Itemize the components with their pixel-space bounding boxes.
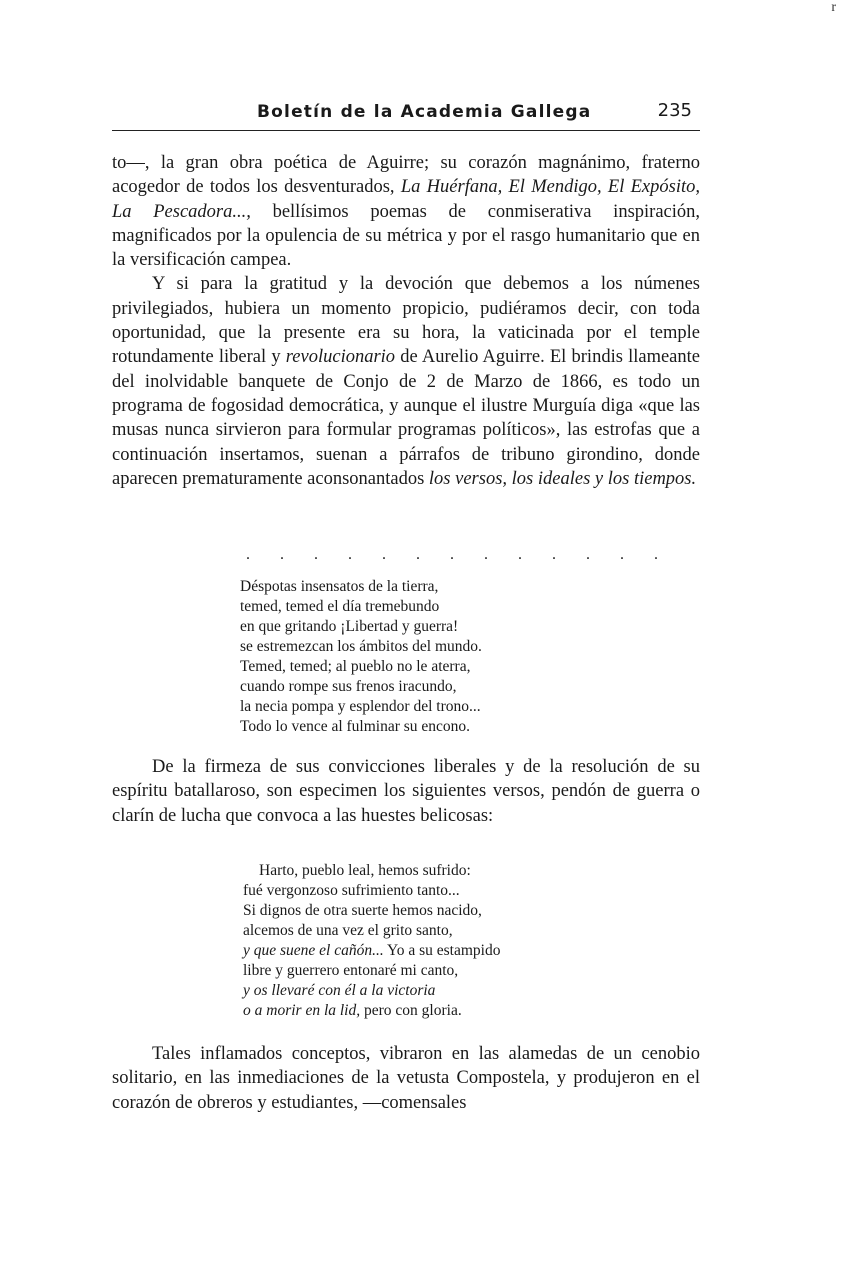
page-number: 235 bbox=[657, 100, 692, 121]
paragraph-2-italic-closing: los versos, los ideales y los tiempos. bbox=[428, 468, 697, 489]
paragraph-1: to—, la gran obra poética de Aguirre; su corazón magnánimo, fraterno acogedor de todos los desventurados, La Huérfana, El Mendigo, El Expósito, La Pescadora..., bellísimos poemas de conmiserativa inspiración, magnificados por la opulencia de su métrica y por el rasgo humanitario que en la versificación campea. bbox=[112, 153, 701, 271]
poem-1-line: Temed, temed; al pueblo no le aterra, bbox=[240, 658, 471, 675]
poem-1-line: la necia pompa y esplendor del trono... bbox=[240, 698, 481, 715]
body-text-middle bbox=[112, 755, 700, 828]
poem-1-line: temed, temed el día tremebundo bbox=[240, 598, 440, 615]
corner-mark: r bbox=[831, 0, 836, 15]
poem-1-line: en que gritando ¡Libertad y guerra! bbox=[240, 618, 459, 635]
journal-title: Boletín de la Academia Gallega bbox=[257, 102, 592, 122]
poem-1-line: Todo lo vence al fulminar su encono. bbox=[240, 718, 471, 735]
paragraph-3: De la firmeza de sus convicciones liberales y de la resolución de su espíritu batallaroso, son especimen los siguientes versos, pendón de guerra o clarín de lucha que convoca a las huestes belicosas: bbox=[112, 757, 700, 826]
running-header bbox=[112, 96, 700, 131]
body-text-top bbox=[112, 151, 700, 491]
poem-2 bbox=[243, 861, 500, 1021]
poem-1-line: cuando rompe sus frenos iracundo, bbox=[240, 678, 457, 695]
paragraph-2-italic-word: revolucionario bbox=[285, 347, 396, 368]
poem-2-line: Si dignos de otra suerte hemos nacido, bbox=[243, 902, 482, 919]
paragraph-4: Tales inflamados conceptos, vibraron en las alamedas de un cenobio solitario, en las inmediaciones de la vetusta Compostela, y produjeron en el corazón de obreros y estudiantes, —comensales bbox=[112, 1044, 700, 1113]
paragraph-2: Y si para la gratitud y la devoción que debemos a los númenes privilegiados, hubiera un momento propicio, pudiéramos decir, con toda oportunidad, que la presente era su hora, la vaticinada por el temple rotundamente liberal y revolucionario de Aurelio Aguirre. El brindis llameante del inolvidable banquete de Conjo de 2 de Marzo de 1866, es todo un programa de fogosidad democrática, y aunque el ilustre Murguía diga «que las musas nunca sirvieron para formular programas políticos», las estrofas que a continuación insertamos, suenan a párrafos de tribuno girondino, donde aparecen prematuramente aconsonantados los versos, los ideales y los tiempos. bbox=[112, 274, 700, 489]
poem-2-line: libre y guerrero entonaré mi canto, bbox=[243, 962, 459, 979]
poem-1-line: se estremezcan los ámbitos del mundo. bbox=[240, 638, 482, 655]
poem-2-line: y que suene el cañón... Yo a su estampido bbox=[243, 942, 501, 959]
ellipsis-dots: . . . . . . . . . . . . . bbox=[246, 546, 671, 563]
poem-2-line: fué vergonzoso sufrimiento tanto... bbox=[243, 882, 460, 899]
poem-1 bbox=[240, 577, 482, 737]
paragraph-1-italic-titles: La Huérfana, El Mendigo, El Expósito, La Pescadora..., bbox=[112, 177, 700, 222]
poem-2-line: alcemos de una vez el grito santo, bbox=[243, 922, 453, 939]
poem-2-line: y os llevaré con él a la victoria bbox=[243, 982, 436, 999]
poem-1-line: Déspotas insensatos de la tierra, bbox=[240, 578, 439, 595]
poem-2-line: Harto, pueblo leal, hemos sufrido: bbox=[259, 862, 471, 879]
body-text-bottom bbox=[112, 1042, 700, 1115]
poem-2-line: o a morir en la lid, pero con gloria. bbox=[243, 1002, 462, 1019]
